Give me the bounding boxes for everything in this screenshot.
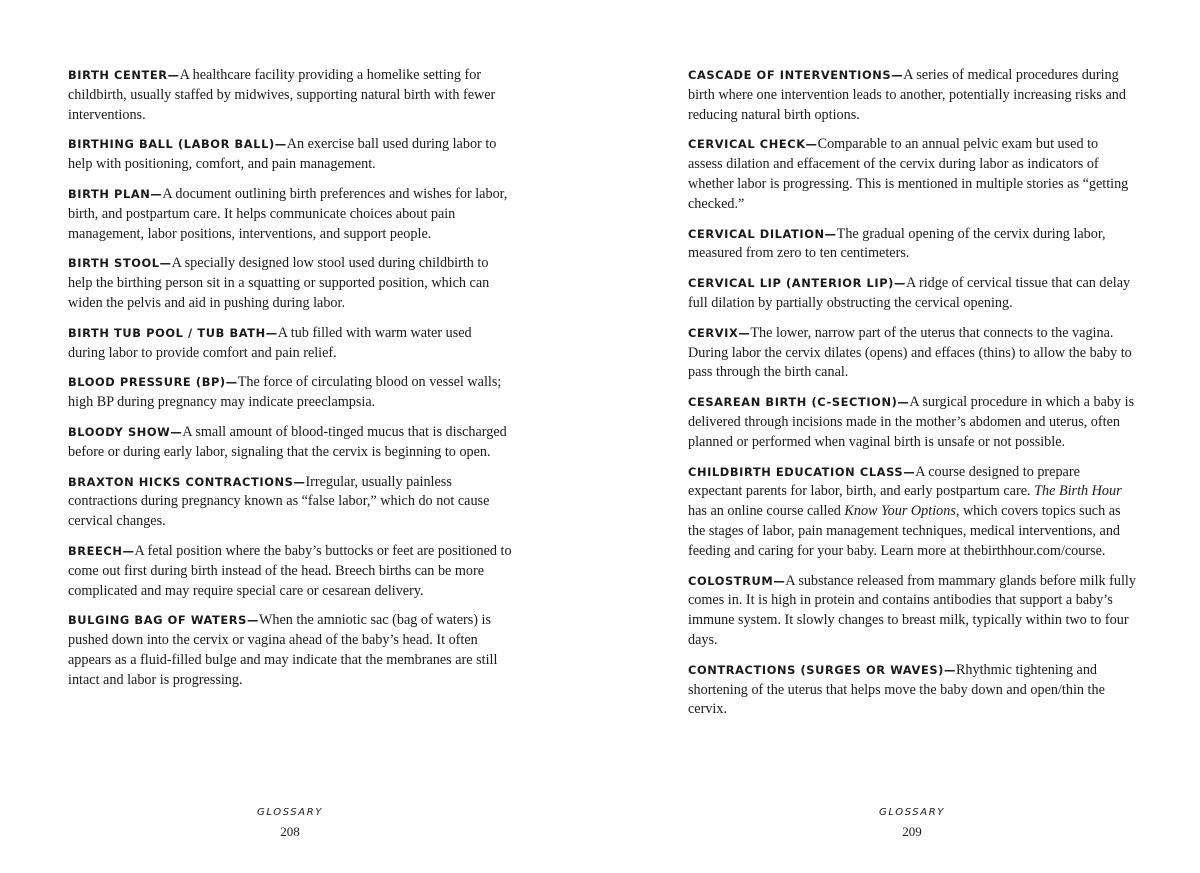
glossary-term: CERVICAL CHECK — [688, 137, 806, 152]
glossary-entry — [68, 324, 512, 364]
em-dash-separator: — — [943, 662, 956, 677]
em-dash-separator: — — [897, 395, 910, 410]
glossary-definition: Comparable to an annual pelvic exam but used to assess dilation and effacement of the cervix during labor as indicators of whether labor is progressing. This is mentioned in multiple stories as “getting checked.” — [688, 136, 1129, 212]
glossary-definition: A document outlining birth preferences and wishes for labor, birth, and postpartum care. It helps communicate choices about pain management, labor positions, interventions, and support people. — [68, 185, 508, 242]
page-number: 209 — [902, 824, 922, 839]
definition-text: , which covers topics such as the stages of labor, pain management techniques, medical interventions, and feeding and caring for your baby. Learn more at thebirthhour.com/course. — [688, 503, 1121, 559]
em-dash-separator: — — [246, 613, 259, 628]
glossary-term: BIRTH STOOL — [68, 256, 160, 271]
glossary-entry — [68, 542, 512, 601]
em-dash-separator: — — [293, 474, 306, 489]
glossary-entries-left — [68, 66, 512, 701]
right-page — [688, 0, 1136, 873]
glossary-term: BIRTH PLAN — [68, 186, 151, 201]
em-dash-separator: — — [170, 424, 183, 439]
glossary-term: BIRTHING BALL (LABOR BALL) — [68, 137, 275, 152]
glossary-definition: The gradual opening of the cervix during labor, measured from zero to ten centimeters. — [688, 225, 1106, 262]
glossary-term: BREECH — [68, 543, 123, 558]
glossary-term: BRAXTON HICKS CONTRACTIONS — [68, 474, 294, 489]
glossary-definition: A specially designed low stool used during childbirth to help the birthing person sit in a squatting or supported position, which can widen the pelvis and aid in pushing during labor. — [68, 255, 490, 311]
glossary-term: COLOSTRUM — [688, 573, 774, 588]
glossary-entry — [68, 611, 512, 690]
running-footer-label: GLOSSARY — [257, 807, 323, 818]
glossary-entry — [688, 135, 1136, 214]
em-dash-separator: — — [167, 68, 180, 82]
glossary-term: CHILDBIRTH EDUCATION CLASS — [688, 464, 904, 479]
definition-text: has an online course called — [688, 503, 845, 520]
glossary-term: CERVIX — [688, 325, 739, 340]
glossary-definition: A series of medical procedures during birth where one intervention leads to another, potentially increasing risks and reducing natural birth options. — [688, 67, 1126, 123]
glossary-entry — [68, 423, 512, 463]
em-dash-separator: — — [150, 186, 163, 201]
glossary-entry — [68, 473, 512, 532]
glossary-term: CASCADE OF INTERVENTIONS — [688, 68, 892, 82]
em-dash-separator: — — [824, 226, 837, 241]
em-dash-separator: — — [773, 573, 786, 588]
glossary-definition: A substance released from mammary glands before milk fully comes in. It is high in protein and contains antibodies that support a baby’s immune system. It slowly changes to breast milk, typically within two to four days. — [688, 572, 1136, 648]
glossary-entry — [68, 254, 512, 313]
glossary-term: CESAREAN BIRTH (C-SECTION) — [688, 395, 898, 410]
glossary-entry — [68, 185, 512, 244]
em-dash-separator: — — [159, 256, 172, 271]
em-dash-separator: — — [805, 137, 818, 152]
em-dash-separator: — — [225, 375, 238, 390]
glossary-entry — [68, 373, 512, 413]
glossary-definition: A healthcare facility providing a homelike setting for childbirth, usually staffed by midwives, supporting natural birth with fewer interventions. — [68, 67, 496, 123]
glossary-term: BIRTH CENTER — [68, 68, 168, 82]
em-dash-separator: — — [903, 464, 916, 479]
glossary-entries-right — [688, 66, 1136, 730]
glossary-definition: A small amount of blood-tinged mucus that is discharged before or during early labor, signaling that the cervix is beginning to open. — [68, 423, 507, 460]
glossary-term: CERVICAL LIP (ANTERIOR LIP) — [688, 276, 894, 291]
em-dash-separator: — — [274, 137, 287, 152]
definition-text: A course designed to prepare expectant parents for labor, birth, and early postpartum care. — [688, 463, 1080, 500]
glossary-entry — [688, 393, 1136, 452]
glossary-definition: A ridge of cervical tissue that can delay full dilation by partially obstructing the cervical opening. — [688, 275, 1131, 311]
glossary-entry — [688, 66, 1136, 125]
glossary-definition: A tub filled with warm water used during labor to provide comfort and pain relief. — [68, 324, 472, 361]
glossary-definition: A fetal position where the baby’s buttocks or feet are positioned to come out first during birth instead of the head. Breech births can be more complicated and may require special care or cesarean delivery. — [68, 542, 512, 599]
glossary-term: CONTRACTIONS (SURGES OR WAVES) — [688, 662, 944, 677]
page-number: 208 — [280, 824, 300, 839]
left-page — [68, 0, 512, 873]
glossary-entry — [688, 225, 1136, 265]
glossary-term: CERVICAL DILATION — [688, 226, 825, 241]
em-dash-separator: — — [891, 68, 904, 82]
glossary-definition: When the amniotic sac (bag of waters) is pushed down into the cervix or vagina ahead of the baby’s head. It often appears as a fluid-filled bulge and may indicate that the membranes are still intact and labor is progressing. — [68, 612, 498, 688]
glossary-term: BULGING BAG OF WATERS — [68, 613, 247, 628]
glossary-entry — [68, 135, 512, 175]
glossary-definition: An exercise ball used during labor to help with positioning, comfort, and pain management. — [68, 136, 497, 173]
glossary-definition: The lower, narrow part of the uterus that connects to the vagina. During labor the cervix dilates (opens) and effaces (thins) to allow the baby to pass through the birth canal. — [688, 324, 1132, 381]
glossary-entry — [688, 274, 1136, 314]
italic-title: The Birth Hour — [1034, 483, 1122, 500]
glossary-definition: A surgical procedure in which a baby is delivered through incisions made in the mother’s abdomen and uterus, often planned or performed when vaginal birth is unsafe or not possible. — [688, 394, 1135, 450]
glossary-entry — [688, 661, 1136, 720]
glossary-entry — [688, 324, 1136, 383]
glossary-definition: The force of circulating blood on vessel walls; high BP during pregnancy may indicate preeclampsia. — [68, 374, 502, 411]
glossary-term: BLOODY SHOW — [68, 424, 171, 439]
glossary-term: BIRTH TUB POOL / TUB BATH — [68, 325, 266, 340]
glossary-definition: Rhythmic tightening and shortening of the uterus that helps move the baby down and open/thin the cervix. — [688, 661, 1105, 718]
running-footer-label: GLOSSARY — [879, 807, 945, 818]
em-dash-separator: — — [265, 325, 278, 340]
glossary-entry — [688, 463, 1136, 562]
glossary-term: BLOOD PRESSURE (BP) — [68, 375, 226, 390]
italic-title: Know Your Options — [844, 503, 956, 520]
page-footer-left — [68, 806, 512, 840]
page-footer-right — [688, 806, 1136, 840]
glossary-entry — [688, 572, 1136, 651]
glossary-entry — [68, 66, 512, 125]
em-dash-separator: — — [738, 325, 751, 340]
em-dash-separator: — — [122, 543, 135, 558]
em-dash-separator: — — [893, 276, 906, 291]
glossary-definition: Irregular, usually painless contractions during pregnancy known as “false labor,” which do not cause cervical changes. — [68, 473, 490, 530]
